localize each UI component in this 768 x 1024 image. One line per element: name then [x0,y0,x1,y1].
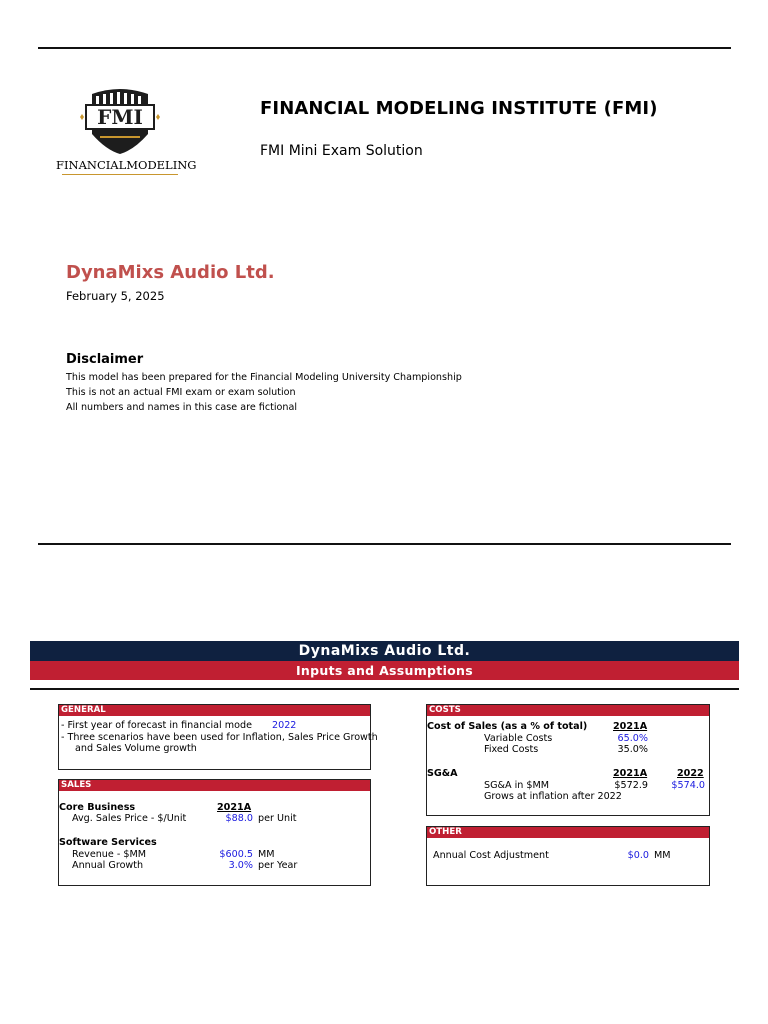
general-section [58,704,378,770]
cost-of-sales-label: Cost of Sales (as a % of total) [427,721,588,732]
section-header: GENERAL [59,705,370,716]
revenue-input[interactable]: $600.5 [219,849,253,860]
sga-2021-value: $572.9 [614,780,648,791]
forecast-year-label: - First year of forecast in financial mode [61,720,252,731]
disclaimer-line: This model has been prepared for the Financial Modeling University Championship [66,372,462,383]
cost-adjustment-input[interactable]: $0.0 [627,850,649,861]
svg-text:FMI: FMI [97,105,143,129]
fmi-seal-icon [56,84,184,160]
scenarios-note: - Three scenarios have been used for Inflation, Sales Price Growth [61,732,378,743]
annual-growth-input[interactable]: 3.0% [228,860,253,871]
sales-section [58,779,371,886]
column-header-2022: 2022 [677,768,704,779]
logo-underline [62,174,178,175]
other-section [426,826,710,886]
report-date: February 5, 2025 [66,289,165,303]
forecast-year-input[interactable]: 2022 [272,720,297,731]
company-name: DynaMixs Audio Ltd. [66,262,275,283]
sheet-subtitle: Inputs and Assumptions [30,661,739,680]
costs-section [426,704,710,816]
sga-growth-note: Grows at inflation after 2022 [484,791,622,802]
fixed-costs-value: 35.0% [617,744,648,755]
sheet-title: DynaMixs Audio Ltd. [30,641,739,661]
fixed-costs-label: Fixed Costs [484,744,539,755]
sales-price-label: Avg. Sales Price - $/Unit [72,813,187,824]
sga-mm-label: SG&A in $MM [484,780,550,791]
sga-label: SG&A [427,768,458,779]
disclaimer-line: This is not an actual FMI exam or exam solution [66,387,296,398]
sales-price-unit: per Unit [258,813,297,824]
scenarios-note-cont: and Sales Volume growth [75,743,197,754]
cost-adjustment-label: Annual Cost Adjustment [433,850,549,861]
fmi-logo [56,84,197,180]
top-rule [38,47,731,49]
column-header-2021a: 2021A [613,721,648,732]
annual-growth-label: Annual Growth [72,860,144,871]
disclaimer-line: All numbers and names in this case are fictional [66,402,298,413]
sheet-rule [30,688,739,690]
page-title: FINANCIAL MODELING INSTITUTE (FMI) [260,98,658,119]
sga-2022-input[interactable]: $574.0 [671,780,705,791]
section-header: COSTS [427,705,709,716]
variable-costs-input[interactable]: 65.0% [617,733,648,744]
page-subtitle: FMI Mini Exam Solution [260,143,423,159]
column-header-2021a: 2021A [613,768,648,779]
logo-wordmark: FINANCIALMODELING [56,158,197,172]
revenue-label: Revenue - $MM [72,849,146,860]
cost-adjustment-unit: MM [654,850,671,861]
annual-growth-unit: per Year [258,860,298,871]
core-business-label: Core Business [59,802,136,813]
variable-costs-label: Variable Costs [484,733,553,744]
bottom-rule [38,543,731,545]
section-header: SALES [59,780,370,791]
section-header: OTHER [427,827,709,838]
sales-price-input[interactable]: $88.0 [225,813,253,824]
column-header-2021a: 2021A [217,802,252,813]
disclaimer-heading: Disclaimer [66,352,144,367]
software-services-label: Software Services [59,837,157,848]
revenue-unit: MM [258,849,275,860]
